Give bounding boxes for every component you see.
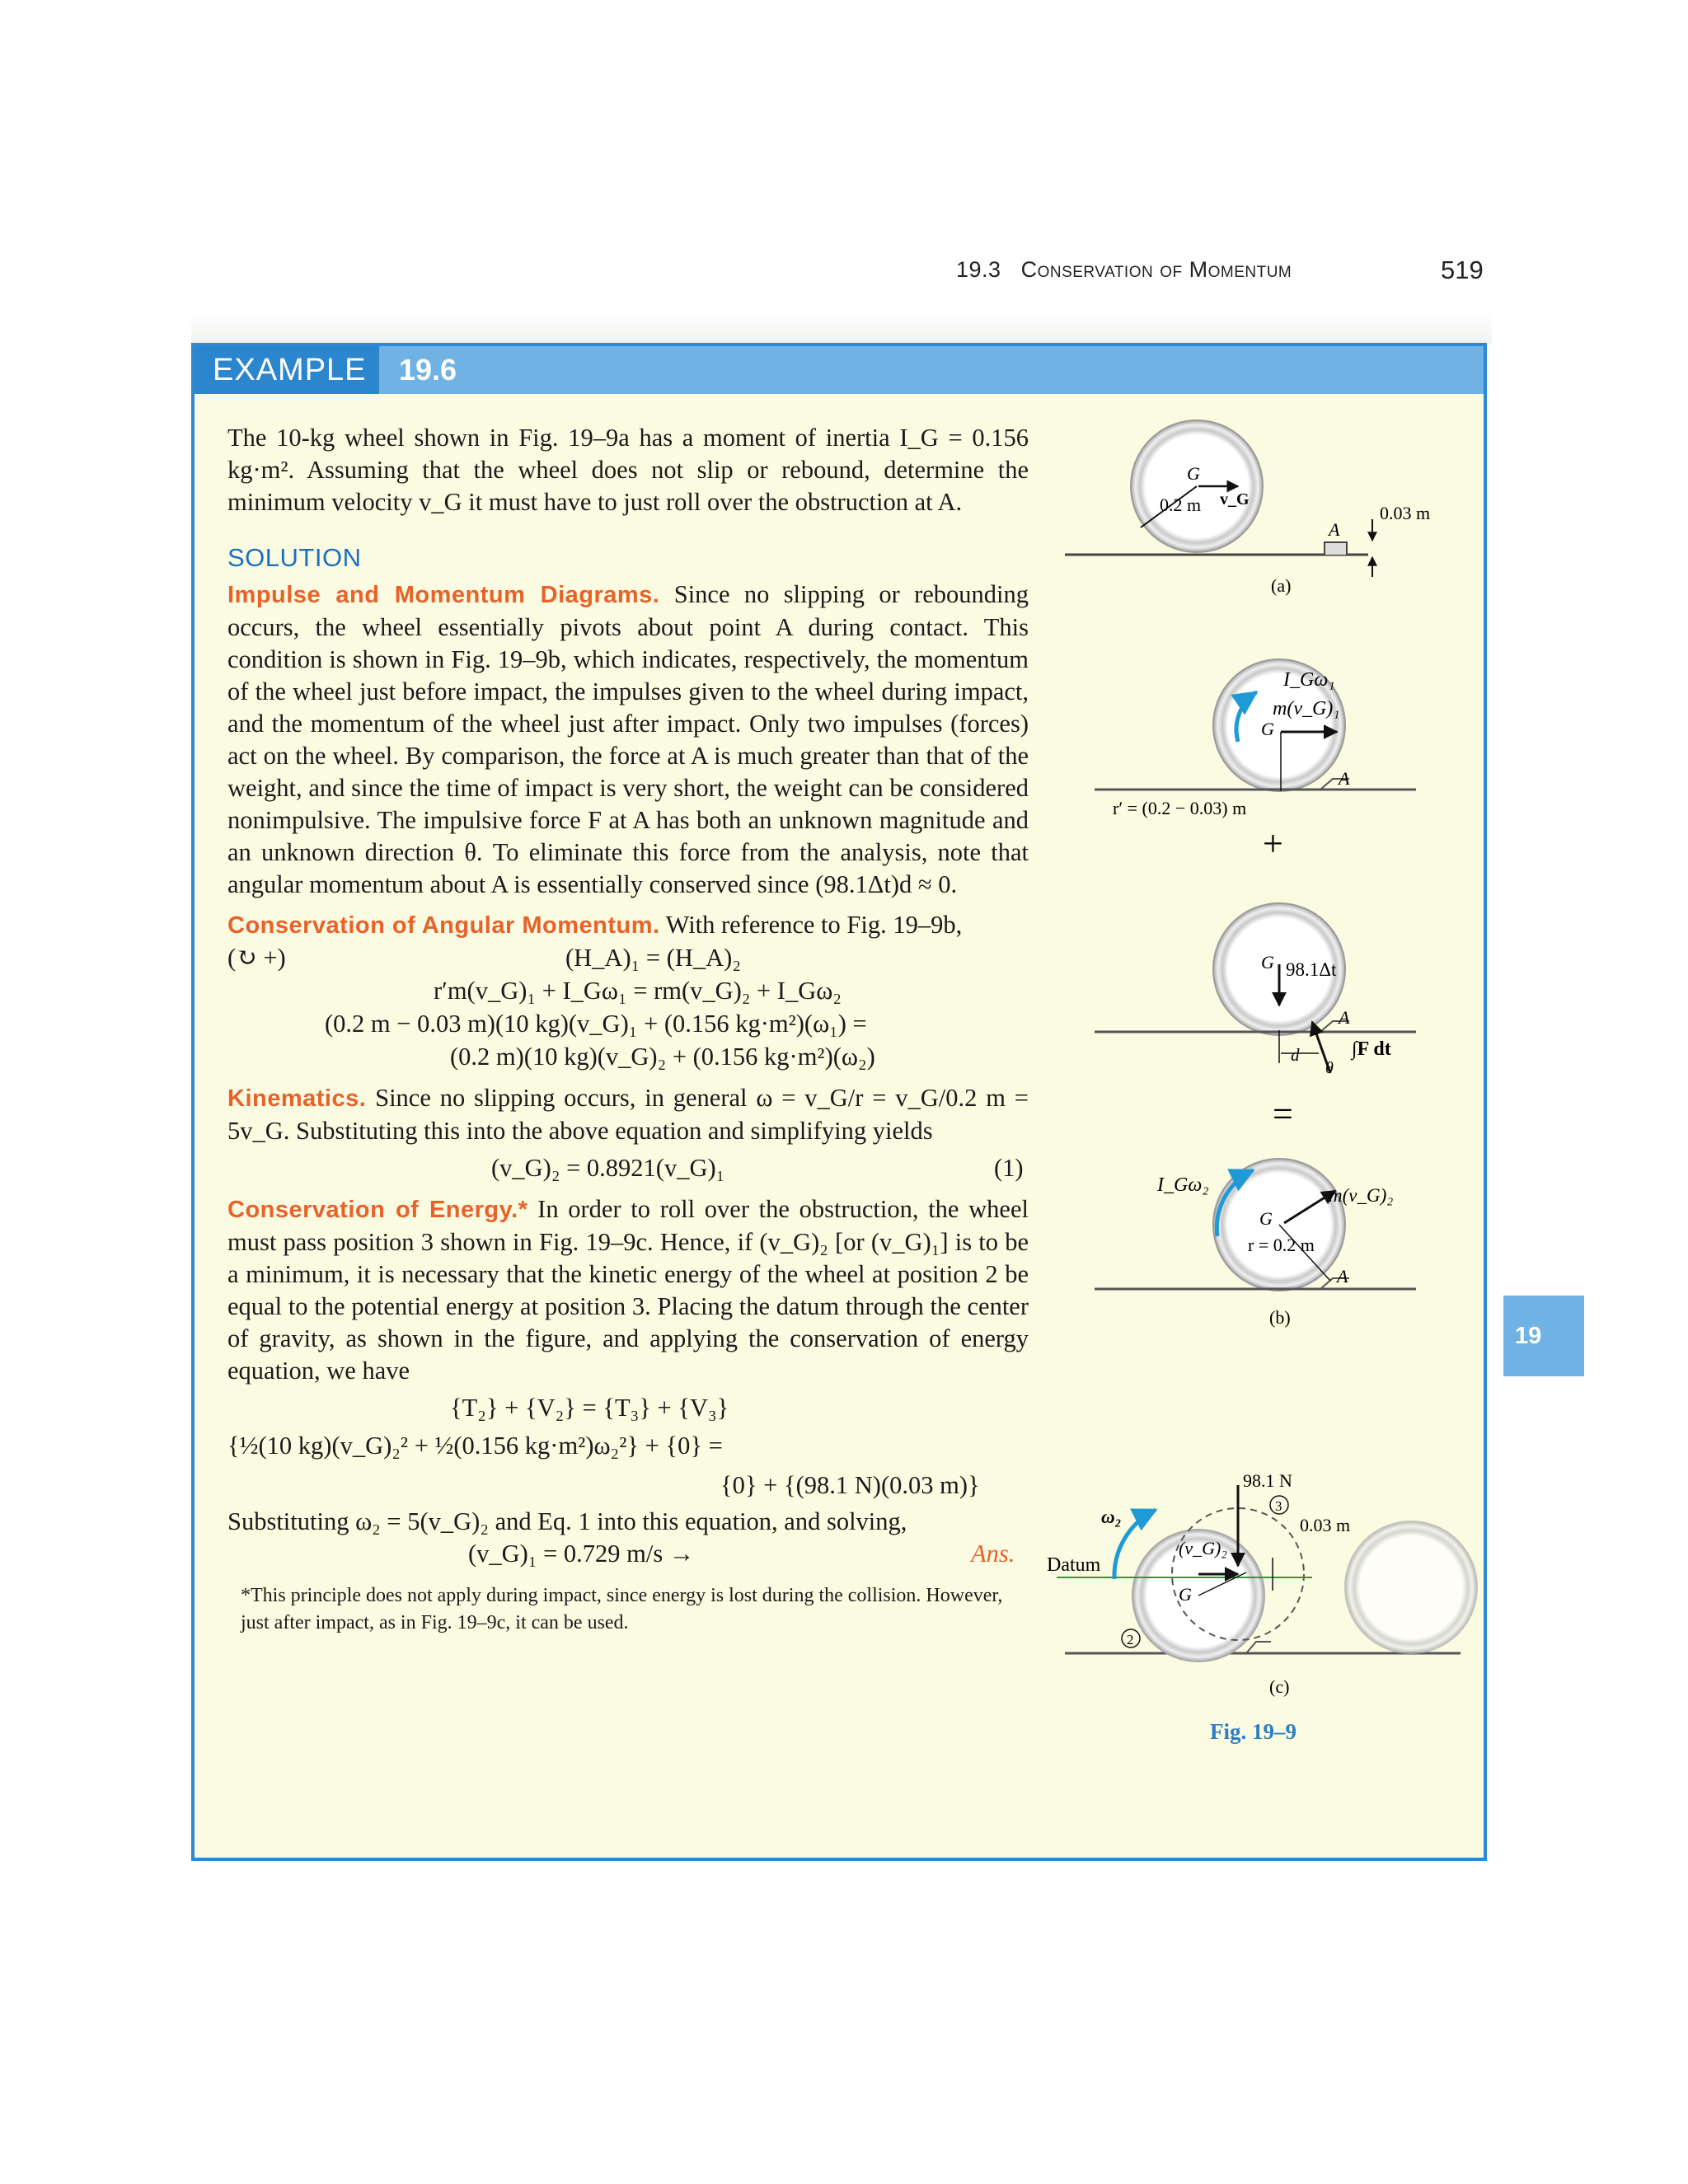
kinematics-eq: (v_G)₂ = 0.8921(v_G)₁ (491, 1154, 725, 1182)
label-vG: v_G (1220, 490, 1250, 509)
label-Iw1: I_Gω₁ (1283, 669, 1335, 691)
equation-line (227, 1041, 1029, 1074)
equation-number: (1) (994, 1154, 1024, 1182)
label-A: A (1337, 1266, 1348, 1286)
label-v2: (v_G)₂ (1179, 1538, 1227, 1558)
figure-b-momentum-before (1095, 659, 1416, 818)
kinematics-heading: Kinematics. (227, 1085, 367, 1112)
header-shade (191, 312, 1492, 344)
equation-line (227, 975, 1029, 1008)
label-omega2: ω₂ (1101, 1507, 1122, 1527)
footnote: *This principle does not apply during impact, since energy is lost during the collision. However, just after impact, as in Fig. 19–9c, it can be used. (241, 1585, 1003, 1633)
label-A: A (1329, 519, 1340, 540)
example-text (227, 422, 1029, 1637)
label-b: (b) (1269, 1307, 1291, 1328)
obstruction-a (1325, 542, 1347, 555)
wheel-c-ghost (1345, 1521, 1477, 1653)
kinematics-text: Since no slipping occurs, in general ω = v_G/r = v_G/0.2 m = 5v_G. Substituting this into the above equation and simplifying yields (227, 1084, 1029, 1145)
label-mv2: m(v_G)₂ (1329, 1185, 1394, 1206)
label-radius: 0.2 m (1160, 494, 1202, 515)
label-G: G (1179, 1584, 1192, 1605)
figure-b-momentum-after (1095, 1159, 1416, 1328)
example-header-bar (195, 346, 1484, 394)
energy-paragraph (227, 1193, 1029, 1387)
energy-eq-2: {½(10 kg)(v_G)₂² + ½(0.156 kg·m²)ω₂²} + {0} = (227, 1432, 723, 1460)
equals-sign: = (1273, 1094, 1293, 1134)
solution-heading: SOLUTION (227, 543, 362, 572)
label-c: (c) (1269, 1676, 1290, 1697)
impulse-heading: Impulse and Momentum Diagrams. (227, 582, 660, 608)
label-r-prime: r′ = (0.2 − 0.03) m (1113, 798, 1247, 818)
label-r: r = 0.2 m (1248, 1235, 1315, 1255)
energy-eq-1: {T₂} + {V₂} = {T₃} + {V₃} (450, 1394, 729, 1422)
energy-text: In order to roll over the obstruction, the wheel must pass position 3 shown in Fig. 19–9c. Hence, if (v_G)₂ [or (v_G)₁] is to be a minimum, it is necessary that the kinetic energy of the wheel at position 2 be equal to the potential energy at position 3. Placing the datum through the center of gravity, as shown in the figure, and applying the conservation of energy equation, we have (227, 1195, 1029, 1385)
label-A: A (1339, 1007, 1350, 1028)
label-position-3: 3 (1275, 1498, 1282, 1514)
equation-line (227, 1466, 1029, 1506)
section-number: 19.3 (956, 257, 1001, 282)
equation-line (227, 1427, 1029, 1466)
label-obstruction-height: 0.03 m (1380, 503, 1431, 523)
example-number: 19.6 (399, 353, 457, 387)
angular-paragraph (227, 909, 1029, 942)
equation-line (227, 1008, 1029, 1041)
plus-sign: + (1263, 823, 1283, 864)
label-weight-impulse: 98.1Δt (1286, 959, 1337, 980)
obstruction-c (1246, 1642, 1271, 1653)
figure-b-impulses (1095, 903, 1416, 1077)
angular-eq-1: (H_A)₁ = (H_A)₂ (565, 944, 741, 972)
figure-19-9 (1040, 404, 1485, 1780)
label-G: G (1259, 1208, 1273, 1229)
example-label: EXAMPLE (195, 346, 379, 394)
label-a: (a) (1271, 575, 1292, 596)
angular-heading: Conservation of Angular Momentum. (227, 912, 660, 939)
figure-c (1047, 1470, 1477, 1697)
energy-eq-3: {0} + {(98.1 N)(0.03 m)} (720, 1471, 980, 1499)
label-Iw2: I_Gω₂ (1157, 1174, 1209, 1196)
problem-statement: The 10-kg wheel shown in Fig. 19–9a has a moment of inertia I_G = 0.156 kg·m². Assuming that the wheel does not slip or rebound, determine the minimum velocity v_G it must have to just roll over the obstruction at A. (227, 424, 1029, 516)
impulse-text: Since no slipping or rebounding occurs, the wheel essentially pivots about point A during contact. This condition is shown in Fig. 19–9b, which indicates, respectively, the momentum of the wheel just before impact, the impulses given to the wheel during impact, and the momentum of the wheel just after impact. Only two impulses (forces) act on the wheel. By comparison, the force at A is much greater than that of the weight, and since the time of impact is very short, the weight can be considered nonimpulsive. The impulsive force F at A has both an unknown magnitude and an unknown direction θ. To eliminate this force from the analysis, note that angular momentum about A is essentially conserved since (98.1Δt)d ≈ 0. (227, 580, 1029, 898)
page-number: 519 (1441, 255, 1484, 284)
label-mv1: m(v_G)₁ (1273, 698, 1340, 719)
answer-label: Ans. (971, 1540, 1015, 1568)
section-title: Conservation of Momentum (1020, 257, 1292, 282)
label-theta: θ (1325, 1059, 1334, 1077)
angular-eq-2: r′m(v_G)₁ + I_Gω₁ = rm(v_G)₂ + I_Gω₂ (434, 977, 842, 1005)
label-A: A (1339, 768, 1350, 789)
label-G: G (1187, 463, 1200, 484)
equation-line (227, 942, 1029, 975)
kinematics-paragraph (227, 1082, 1029, 1147)
label-G: G (1261, 952, 1274, 972)
energy-heading: Conservation of Energy.* (227, 1197, 528, 1223)
chapter-tab: 19 (1503, 1296, 1584, 1376)
angular-eq-3: (0.2 m − 0.03 m)(10 kg)(v_G)₁ + (0.156 kg·m²)(ω₁) = (325, 1010, 867, 1038)
moment-sign-convention: (↻ +) (227, 944, 286, 972)
figure-caption: Fig. 19–9 (1210, 1719, 1296, 1744)
angular-eq-4: (0.2 m)(10 kg)(v_G)₂ + (0.156 kg·m²)(ω₂) (450, 1043, 875, 1071)
substitution-text: Substituting ω₂ = 5(v_G)₂ and Eq. 1 into this equation, and solving, (227, 1507, 907, 1535)
equation-line (227, 1387, 1029, 1427)
angular-text: With reference to Fig. 19–9b, (665, 911, 963, 939)
figure-a (1065, 420, 1430, 596)
label-G: G (1261, 719, 1274, 739)
label-datum: Datum (1047, 1554, 1101, 1576)
label-d: d (1291, 1045, 1300, 1065)
impulse-paragraph (227, 579, 1029, 901)
label-position-2: 2 (1127, 1632, 1134, 1647)
running-head (956, 257, 1292, 283)
answer-equation: (v_G)₁ = 0.729 m/s → (468, 1540, 695, 1568)
equation-line (227, 1538, 1029, 1571)
label-height: 0.03 m (1300, 1515, 1351, 1535)
label-force-impulse: ∫F dt (1352, 1038, 1391, 1060)
label-weight: 98.1 N (1243, 1470, 1292, 1491)
equation-line (227, 1147, 1029, 1185)
